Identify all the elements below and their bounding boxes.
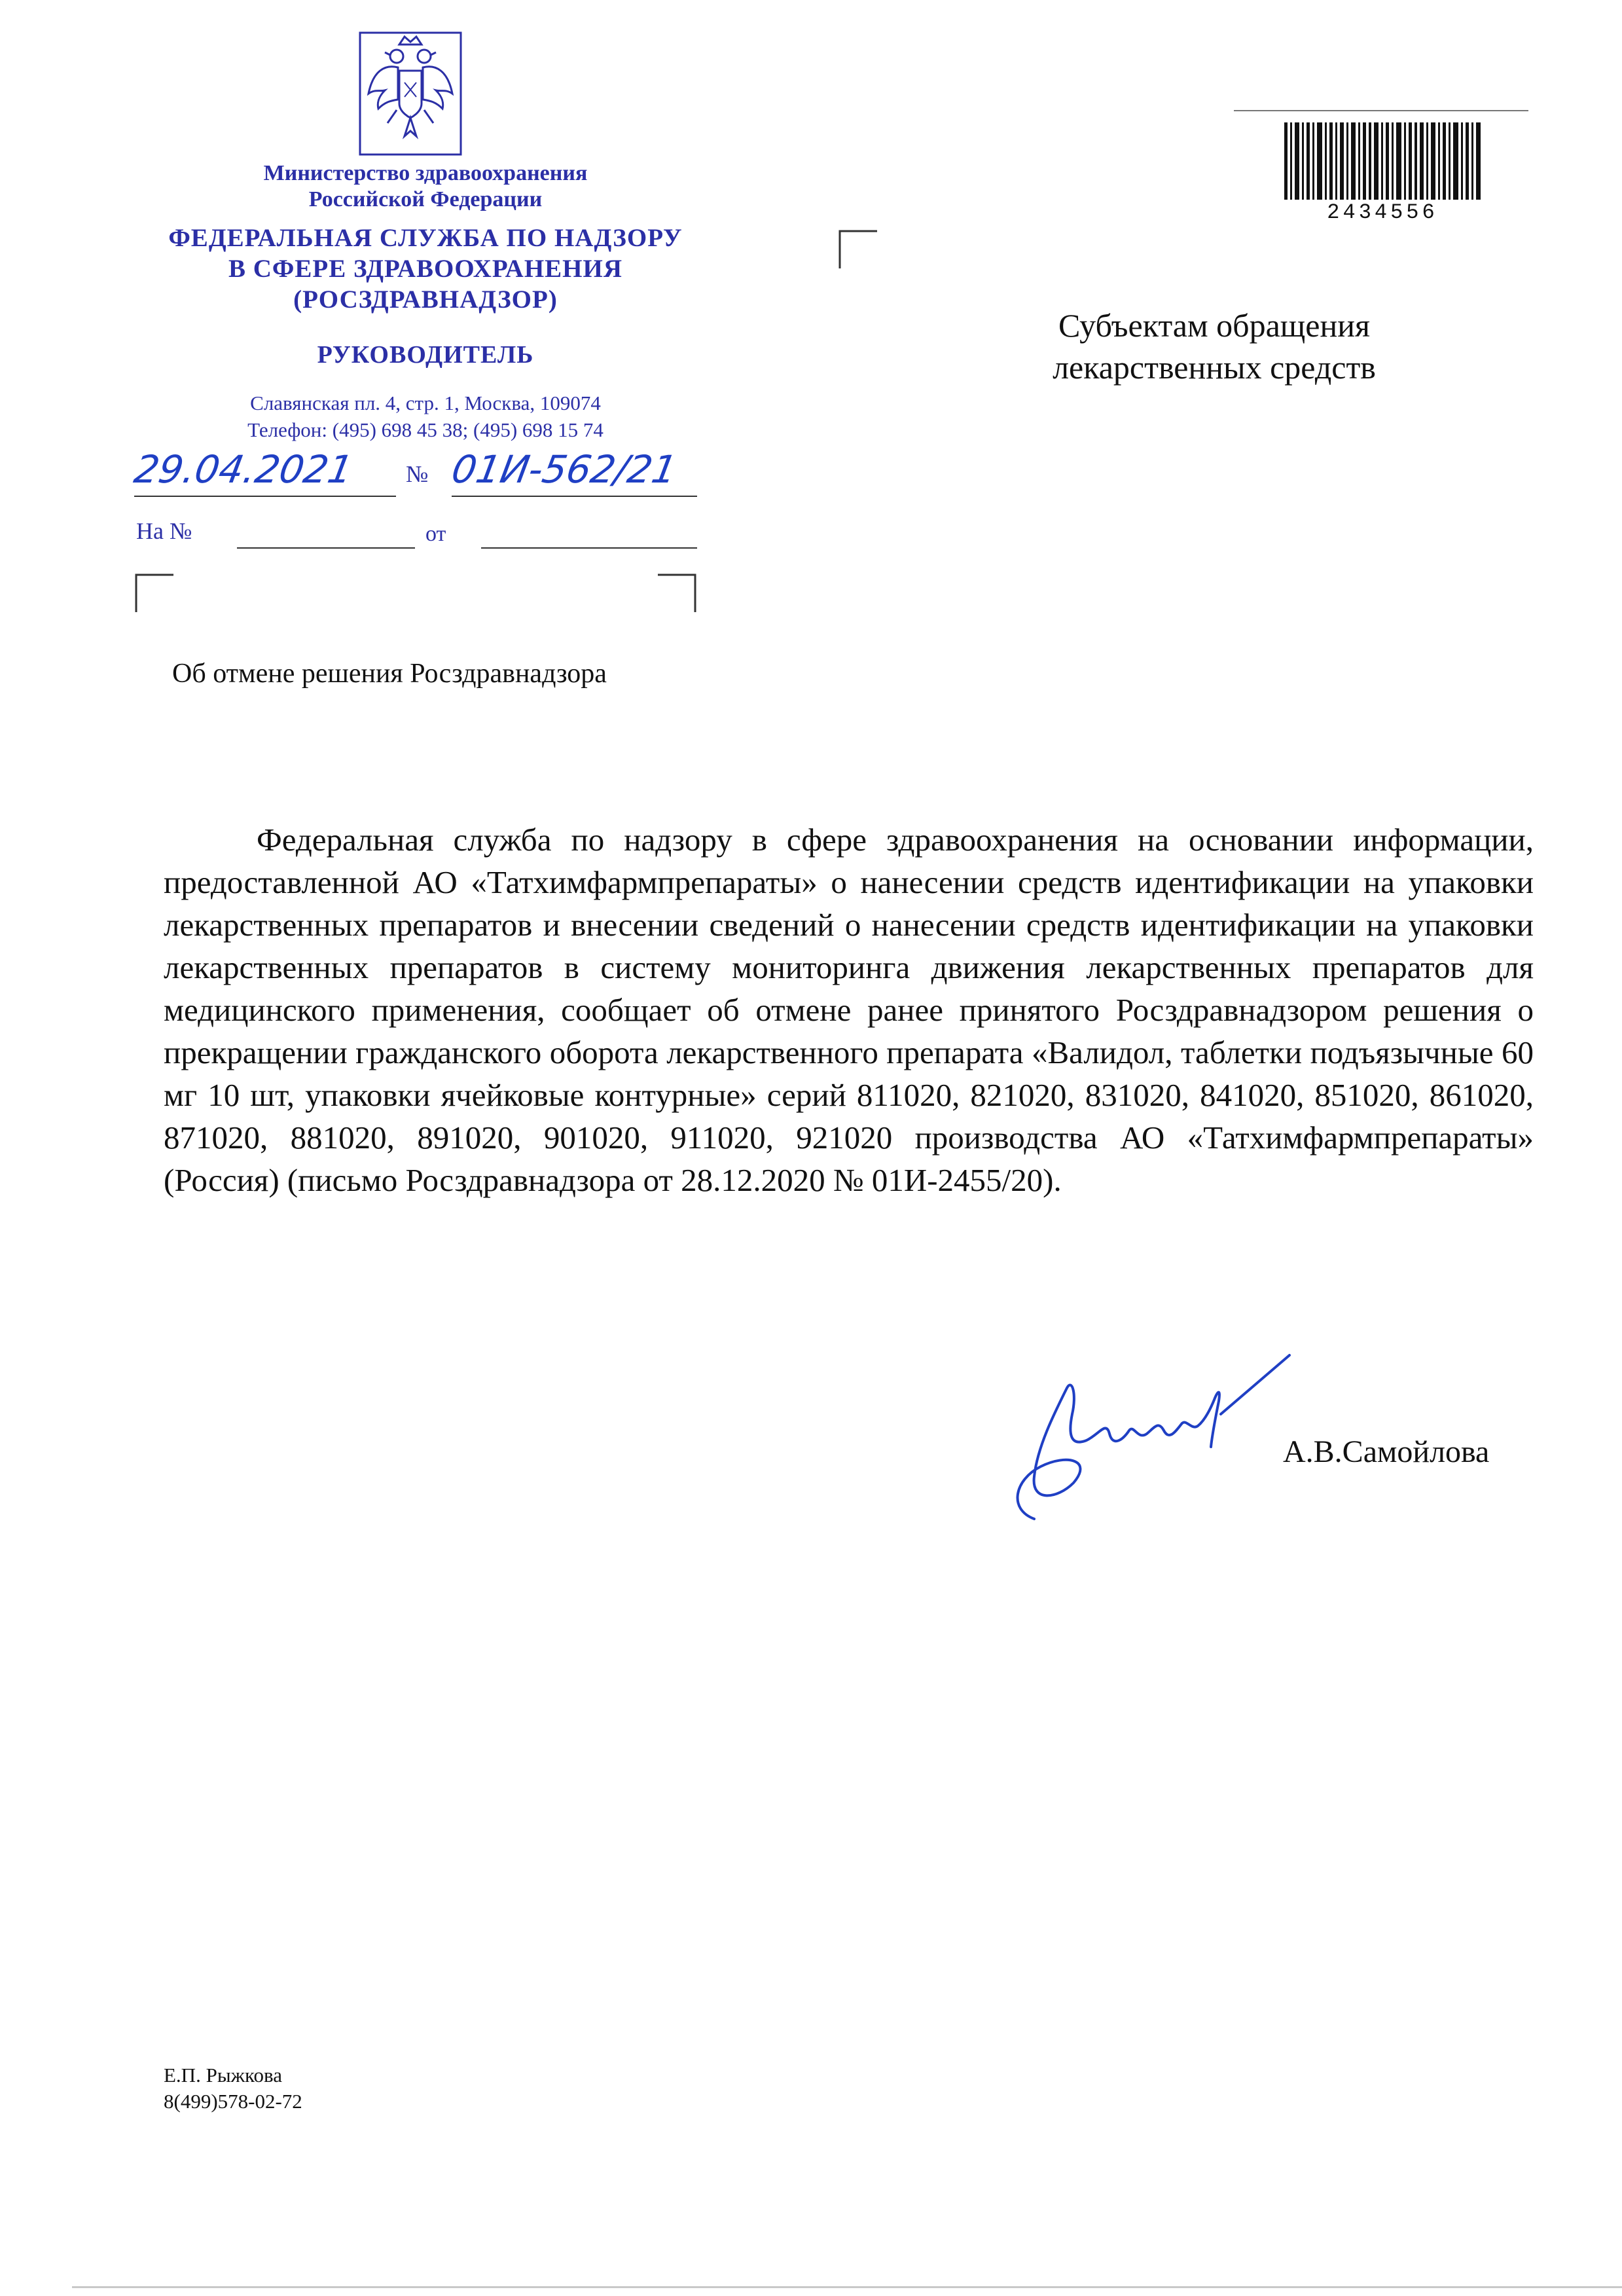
reply-number-line — [237, 547, 415, 549]
barcode-top-rule — [1234, 110, 1528, 111]
ministry-name — [98, 160, 753, 213]
barcode-number: 2434556 — [1327, 200, 1438, 225]
reply-number-label: На № — [136, 518, 192, 544]
registration-number: 01И-562/21 — [448, 447, 681, 492]
phone-line: Телефон: (495) 698 45 38; (495) 698 15 74 — [247, 418, 604, 441]
corner-bracket-subject-right — [658, 573, 697, 612]
letterhead-contacts — [98, 390, 753, 443]
executor-name: Е.П. Рыжкова — [164, 2064, 283, 2086]
service-line-2: В СФЕРЕ ЗДРАВООХРАНЕНИЯ — [228, 255, 623, 283]
reply-from-label: от — [425, 522, 446, 546]
service-name — [98, 223, 753, 315]
registration-number-underline — [452, 496, 697, 497]
addressee-line-2: лекарственных средств — [1053, 349, 1376, 386]
signer-name: А.В.Самойлова — [1283, 1434, 1490, 1469]
addressee-line-1: Субъектам обращения — [1058, 307, 1370, 344]
service-line-1: ФЕДЕРАЛЬНАЯ СЛУЖБА ПО НАДЗОРУ — [168, 224, 683, 252]
letter-subject: Об отмене решения Росздравнадзора — [172, 659, 607, 689]
barcode-image — [1284, 122, 1481, 200]
coat-of-arms-emblem — [359, 31, 462, 156]
reply-from-line — [481, 547, 697, 549]
executor-block — [164, 2062, 302, 2115]
executor-phone: 8(499)578-02-72 — [164, 2090, 302, 2113]
registration-date-underline — [134, 496, 396, 497]
service-line-3: (РОСЗДРАВНАДЗОР) — [293, 285, 558, 314]
ministry-line-1: Министерство здравоохранения — [263, 161, 588, 185]
letter-body: Федеральная служба по надзору в сфере здравоохранения на основании информации, предоставленной АО «Татхимфармпрепараты» о нанесении средств идентификации на упаковки лекарственных препаратов и внесении сведений о нанесении средств идентификации на упаковки лекарственных препаратов в систему мониторинга движения лекарственных препаратов для медицинского применения, сообщает об отмене ранее принятого Росздравнадзором решения о прекращении гражданского оборота лекарственного препарата «Валидол, таблетки подъязычные 60 мг 10 шт, упаковки ячейковые контурные» серий 811020, 821020, 831020, 841020, 851020, 861020, 871020, 881020, 891020, 901020, 911020, 921020 производства АО «Татхимфармпрепараты» (Россия) (письмо Росздравнадзора от 28.12.2020 № 01И-2455/20). — [164, 822, 1534, 1198]
handwritten-signature — [995, 1342, 1303, 1525]
ministry-line-2: Российской Федерации — [308, 187, 543, 211]
scan-bottom-edge — [72, 2286, 1622, 2288]
registration-number-label: № — [406, 461, 429, 487]
registration-date: 29.04.2021 — [131, 447, 357, 492]
address-line: Славянская пл. 4, стр. 1, Москва, 109074 — [250, 392, 601, 414]
addressee — [975, 304, 1453, 388]
head-title: РУКОВОДИТЕЛЬ — [317, 341, 534, 369]
corner-bracket-subject-left — [134, 573, 173, 612]
corner-bracket-top-left — [838, 229, 877, 268]
